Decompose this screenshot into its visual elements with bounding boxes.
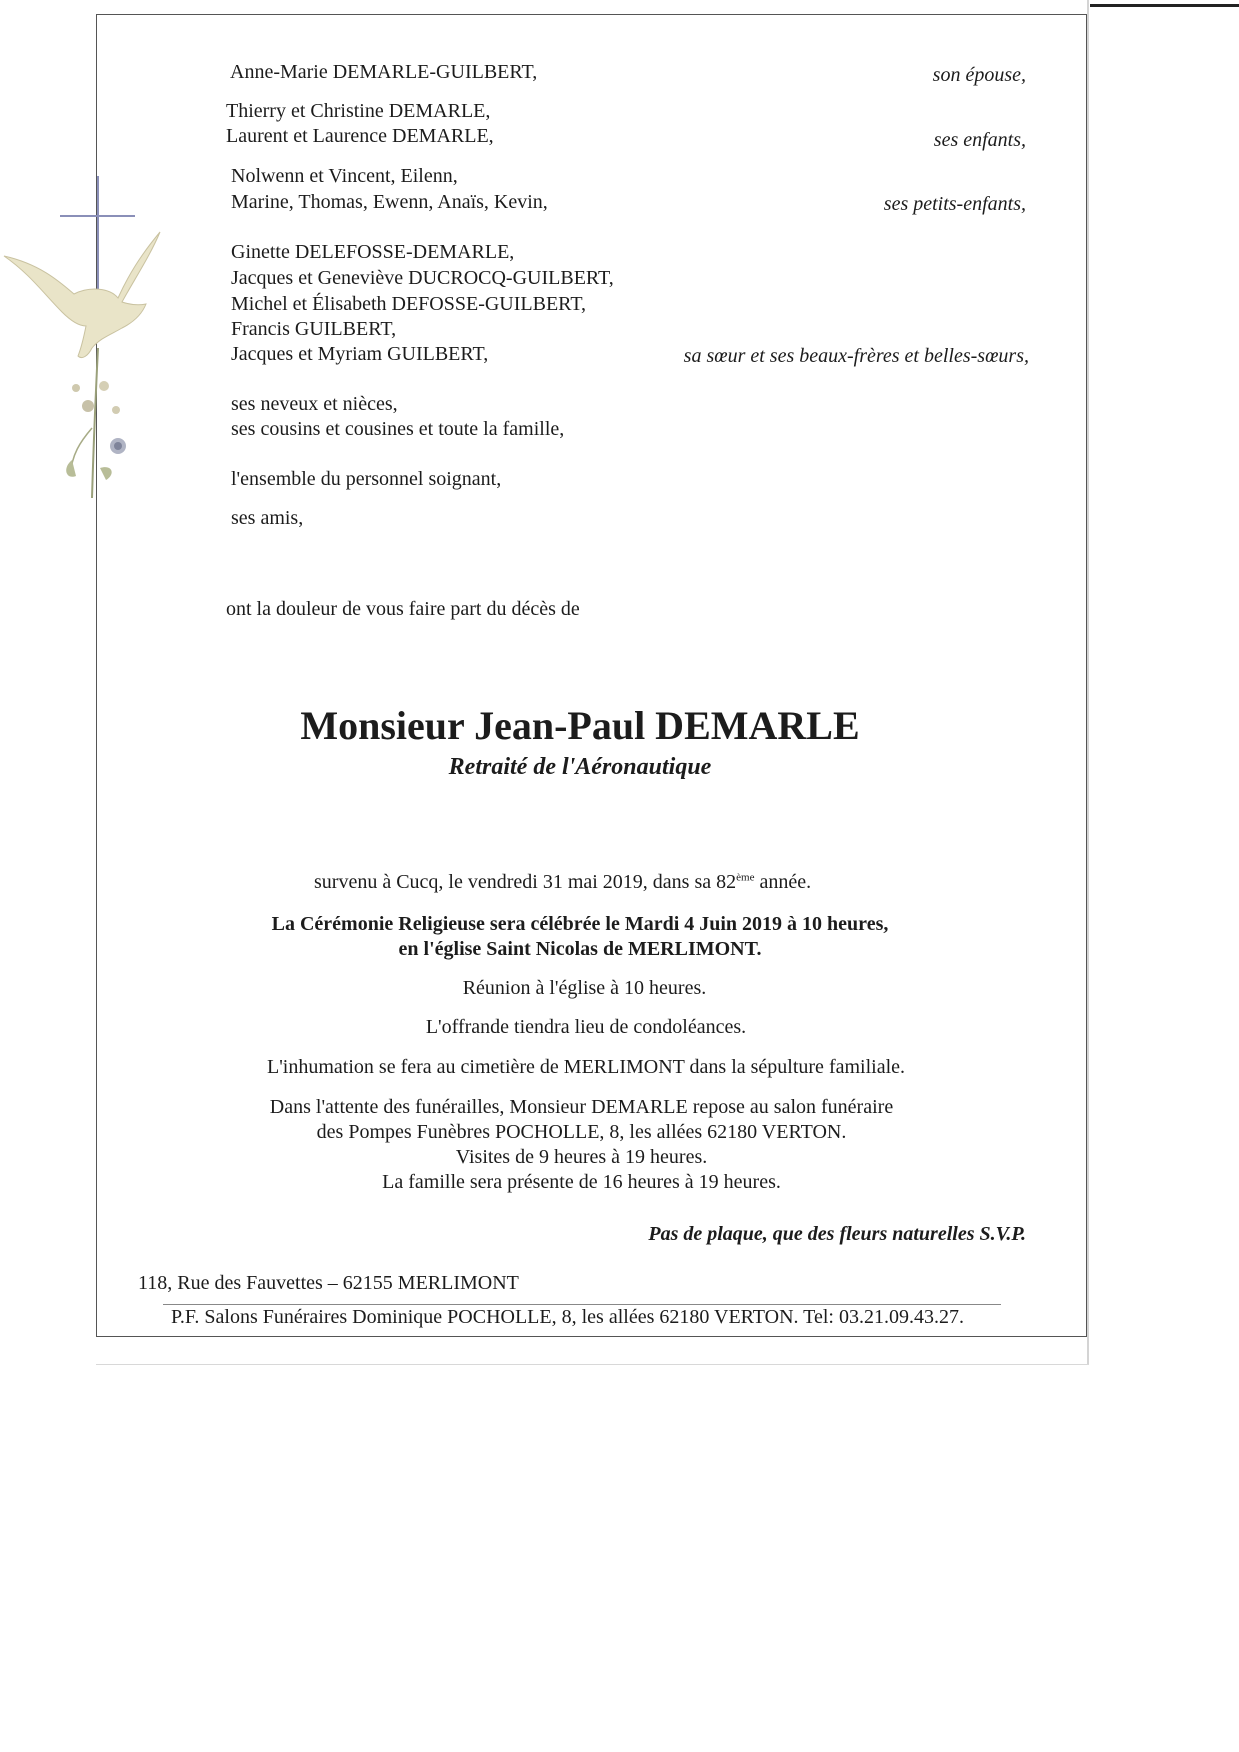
relation-label: ses enfants, — [933, 129, 1026, 151]
address-line: 118, Rue des Fauvettes – 62155 MERLIMONT — [138, 1272, 519, 1294]
family-name-line: Jacques et Geneviève DUCROCQ-GUILBERT, — [231, 267, 614, 289]
cross-icon-horizontal — [60, 215, 135, 217]
intro-line: ont la douleur de vous faire part du décès de — [226, 598, 580, 620]
death-notice-line — [314, 870, 811, 895]
relation-label: son épouse, — [932, 64, 1026, 86]
family-name-line: l'ensemble du personnel soignant, — [231, 468, 502, 490]
ceremony-line: La Cérémonie Religieuse sera célébrée le Mardi 4 Juin 2019 à 10 heures, — [271, 913, 889, 935]
viewing-line: La famille sera présente de 16 heures à 19 heures. — [382, 1171, 781, 1193]
deceased-title: Retraité de l'Aéronautique — [448, 754, 712, 780]
family-name-line: Michel et Élisabeth DEFOSSE-GUILBERT, — [231, 293, 587, 315]
death-notice-text: survenu à Cucq, le vendredi 31 mai 2019, dans sa 82 — [314, 871, 737, 893]
family-name-line: ses cousins et cousines et toute la famille, — [231, 418, 565, 440]
family-name-line: Jacques et Myriam GUILBERT, — [231, 343, 489, 365]
top-edge-rule — [1090, 4, 1239, 7]
viewing-line: Visites de 9 heures à 19 heures. — [455, 1146, 708, 1168]
relation-label: sa sœur et ses beaux-frères et belles-sœurs, — [683, 345, 1029, 367]
family-name-line: ses neveux et nièces, — [231, 393, 398, 415]
family-name-line: Thierry et Christine DEMARLE, — [226, 100, 491, 122]
flowers-note: Pas de plaque, que des fleurs naturelles S.V.P. — [648, 1223, 1026, 1245]
deceased-name: Monsieur Jean-Paul DEMARLE — [300, 703, 860, 748]
dove-with-flowers-icon — [0, 228, 180, 518]
funeral-home-line: P.F. Salons Funéraires Dominique POCHOLLE, 8, les allées 62180 VERTON. Tel: 03.21.09.43.27. — [171, 1306, 964, 1328]
viewing-line: Dans l'attente des funérailles, Monsieur DEMARLE repose au salon funéraire — [269, 1096, 894, 1118]
family-name-line: Laurent et Laurence DEMARLE, — [226, 125, 494, 147]
ordinal-superscript: ème — [736, 871, 755, 884]
relation-label: ses petits-enfants, — [883, 193, 1026, 215]
ceremony-line: en l'église Saint Nicolas de MERLIMONT. — [398, 938, 762, 960]
family-name-line: Francis GUILBERT, — [231, 318, 397, 340]
card-shadow-bottom — [96, 1364, 1089, 1365]
family-name-line: Ginette DELEFOSSE-DEMARLE, — [231, 241, 515, 263]
family-name-line: Marine, Thomas, Ewenn, Anaïs, Kevin, — [231, 191, 548, 213]
viewing-line: des Pompes Funèbres POCHOLLE, 8, les allées 62180 VERTON. — [316, 1121, 847, 1143]
meeting-line: Réunion à l'église à 10 heures. — [462, 977, 707, 999]
death-notice-end: année. — [754, 871, 812, 893]
family-name-line: ses amis, — [231, 507, 304, 529]
offering-line: L'offrande tiendra lieu de condoléances. — [425, 1016, 747, 1038]
family-name-line: Nolwenn et Vincent, Eilenn, — [231, 165, 458, 187]
burial-line: L'inhumation se fera au cimetière de MERLIMONT dans la sépulture familiale. — [266, 1056, 906, 1078]
family-name-line: Anne-Marie DEMARLE-GUILBERT, — [230, 61, 538, 83]
